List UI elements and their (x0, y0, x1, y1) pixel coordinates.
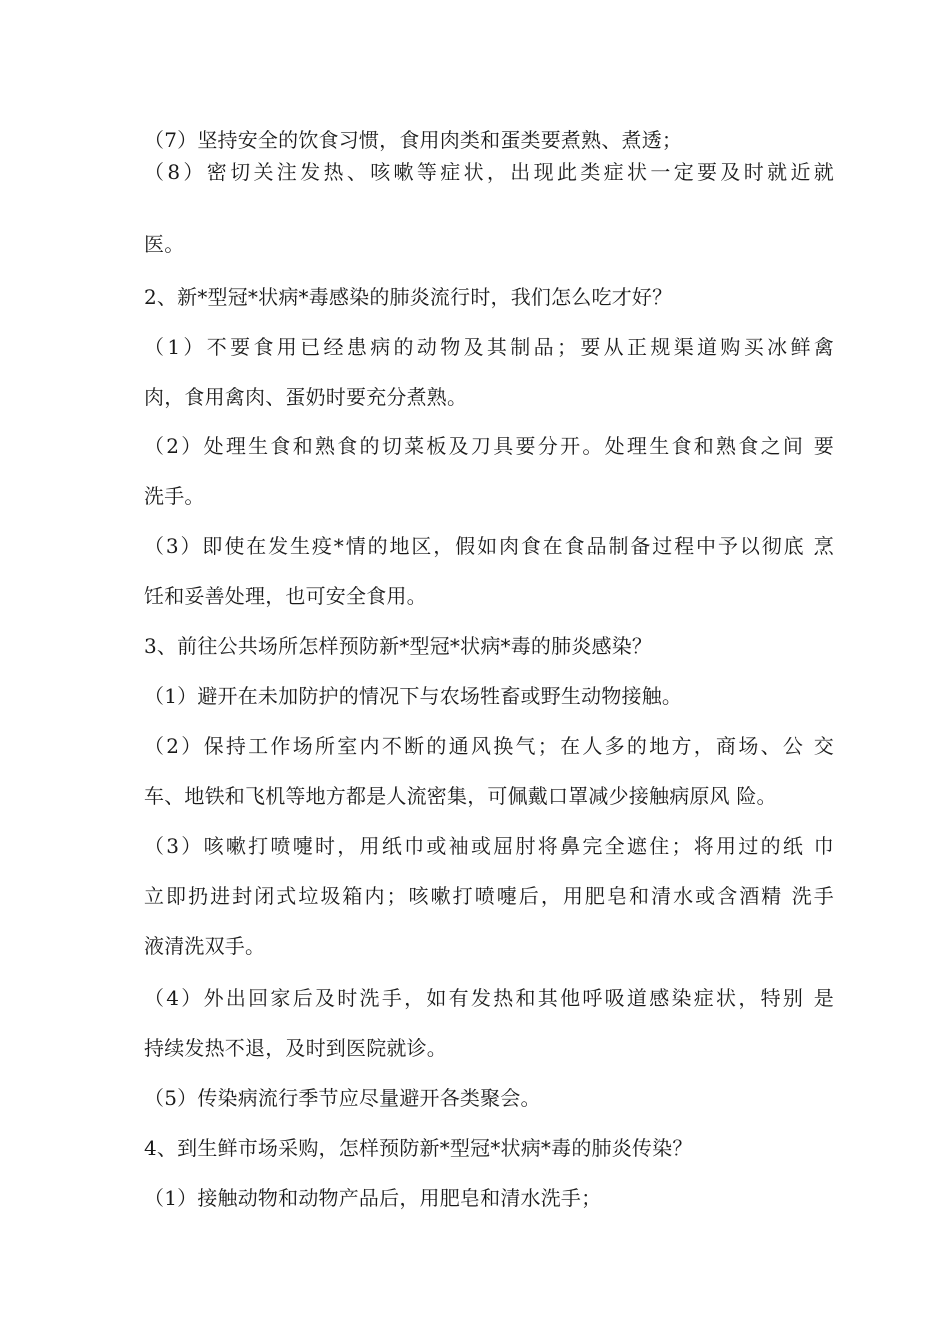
text-line-s2-item-2: （2）处理生食和熟食的切菜板及刀具要分开。处理生食和熟食之间 要 (144, 434, 834, 458)
text-line-item-8: （8）密切关注发热、咳嗽等症状，出现此类症状一定要及时就近就 (144, 160, 834, 184)
text-line-s3-item-2-cont: 车、地铁和飞机等地方都是人流密集，可佩戴口罩减少接触病原风 险。 (144, 784, 777, 808)
text-line-item-7: （7）坚持安全的饮食习惯，食用肉类和蛋类要煮熟、煮透； (144, 128, 683, 152)
text-line-s3-item-3-cont: 立即扔进封闭式垃圾箱内；咳嗽打喷嚏后，用肥皂和清水或含酒精 洗手 (144, 884, 834, 908)
text-line-s2-item-3-cont: 饪和妥善处理，也可安全食用。 (144, 584, 427, 608)
text-line-s3-item-1: （1）避开在未加防护的情况下与农场牲畜或野生动物接触。 (144, 684, 683, 708)
text-line-s2-item-1-cont: 肉，食用禽肉、蛋奶时要充分煮熟。 (144, 385, 468, 409)
text-line-s3-item-4-cont: 持续发热不退，及时到医院就诊。 (144, 1036, 447, 1060)
section-heading-4: 4、到生鲜市场采购，怎样预防新*型冠*状病*毒的肺炎传染？ (144, 1136, 693, 1160)
section-heading-2: 2、新*型冠*状病*毒感染的肺炎流行时，我们怎么吃才好？ (144, 285, 673, 309)
text-line-s3-item-4: （4）外出回家后及时洗手，如有发热和其他呼吸道感染症状，特别 是 (144, 986, 834, 1010)
text-line-s2-item-2-cont: 洗手。 (144, 484, 205, 508)
text-line-s3-item-2: （2）保持工作场所室内不断的通风换气；在人多的地方，商场、公 交 (144, 734, 834, 758)
section-heading-3: 3、前往公共场所怎样预防新*型冠*状病*毒的肺炎感染？ (144, 634, 653, 658)
text-line-item-8-cont: 医。 (144, 232, 185, 256)
text-line-s2-item-3: （3）即使在发生疫*情的地区，假如肉食在食品制备过程中予以彻底 烹 (144, 534, 834, 558)
text-line-s3-item-3-end: 液清洗双手。 (144, 934, 266, 958)
text-line-s2-item-1: （1）不要食用已经患病的动物及其制品；要从正规渠道购买冰鲜禽 (144, 335, 834, 359)
text-line-s3-item-3: （3）咳嗽打喷嚏时，用纸巾或袖或屈肘将鼻完全遮住；将用过的纸 巾 (144, 834, 834, 858)
text-line-s4-item-1: （1）接触动物和动物产品后，用肥皂和清水洗手； (144, 1186, 602, 1210)
text-line-s3-item-5: （5）传染病流行季节应尽量避开各类聚会。 (144, 1086, 541, 1110)
